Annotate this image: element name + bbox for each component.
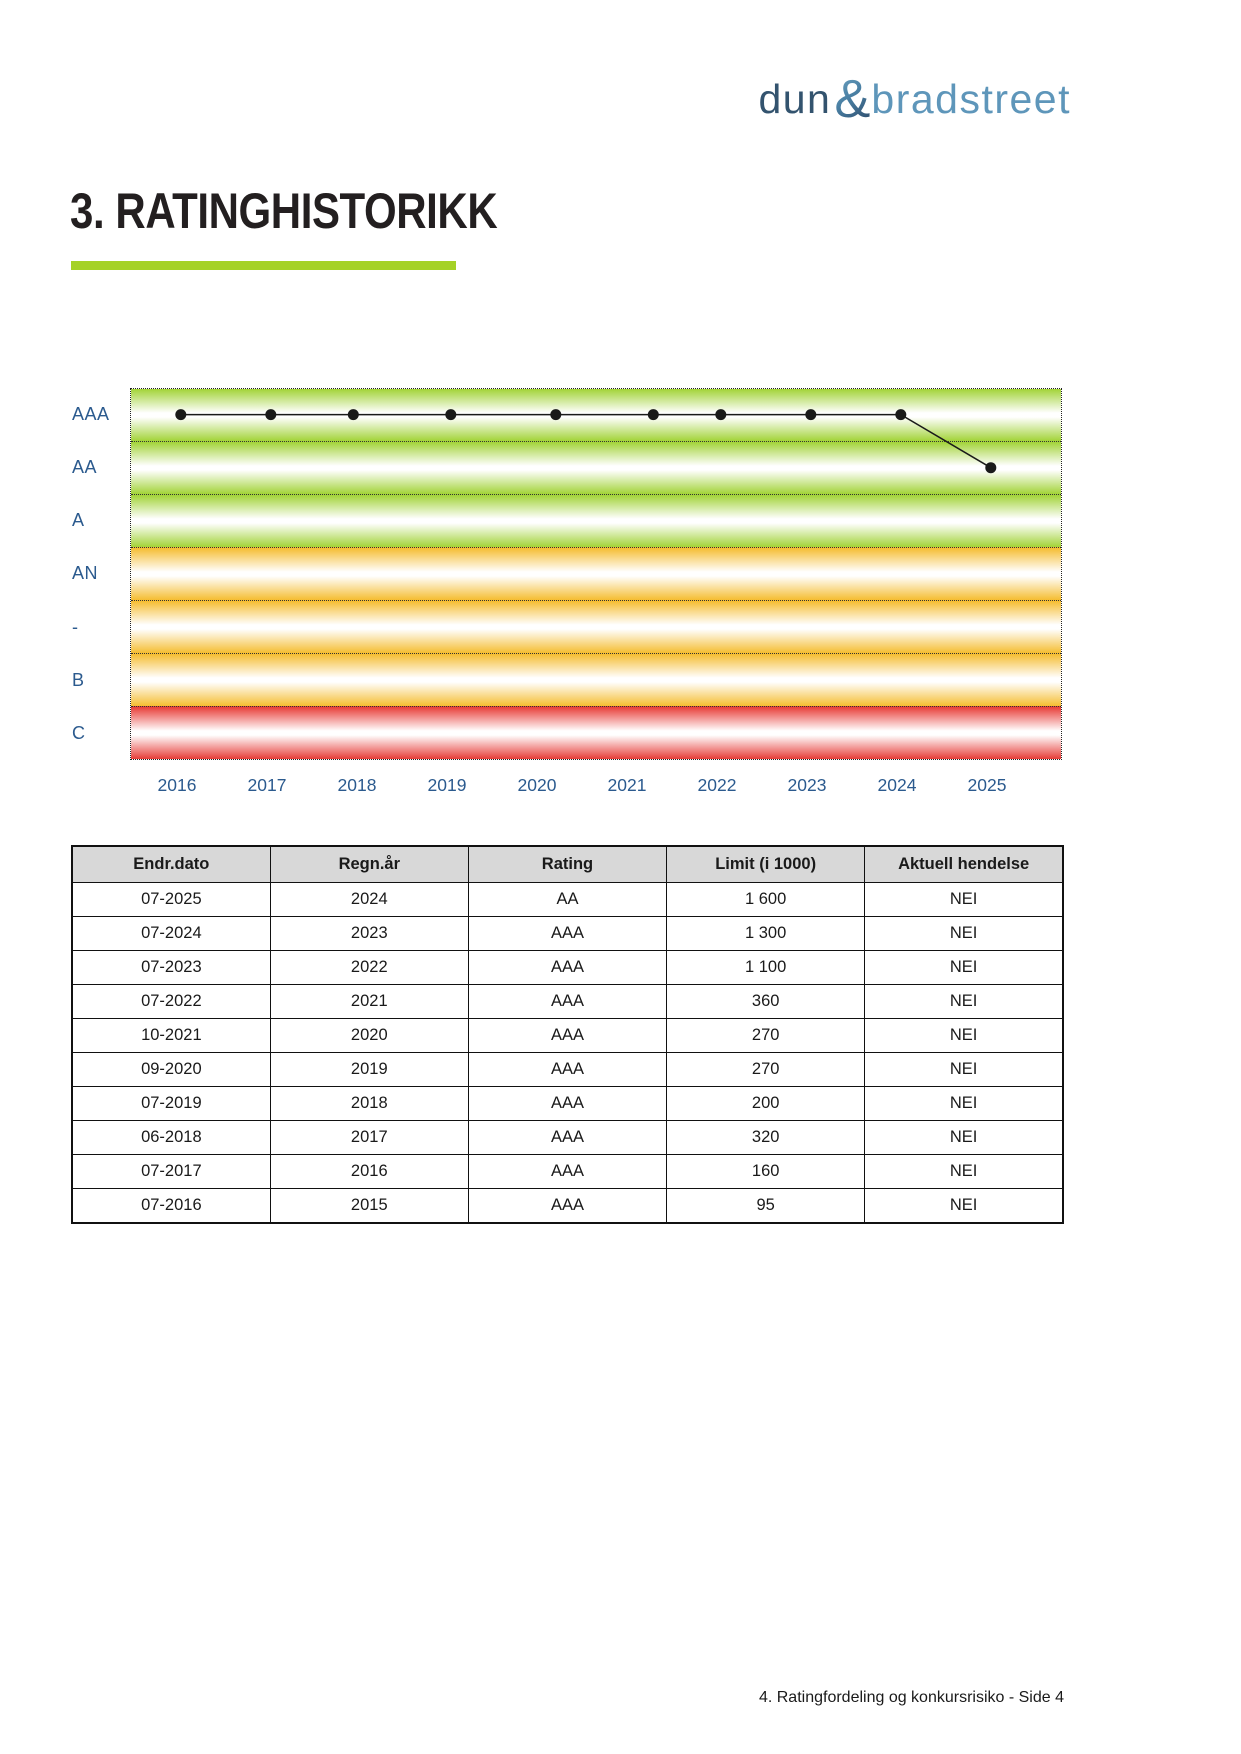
data-point: [805, 409, 816, 420]
table-cell: AAA: [468, 985, 666, 1019]
y-axis-label: A: [72, 510, 85, 531]
y-axis-label: B: [72, 669, 85, 690]
table-body: [72, 883, 1063, 1224]
table-cell: NEI: [865, 883, 1063, 917]
table-row: [72, 1121, 1063, 1155]
table-cell: 09-2020: [72, 1053, 270, 1087]
table-cell: AAA: [468, 1189, 666, 1224]
table-row: [72, 1155, 1063, 1189]
table-cell: 1 600: [667, 883, 865, 917]
table-cell: 2020: [270, 1019, 468, 1053]
table-cell: NEI: [865, 1189, 1063, 1224]
table-header-row: [72, 846, 1063, 883]
table-cell: NEI: [865, 1019, 1063, 1053]
table-cell: 270: [667, 1019, 865, 1053]
table-cell: 07-2024: [72, 917, 270, 951]
data-point: [715, 409, 726, 420]
x-axis-label: 2017: [247, 775, 287, 795]
table-cell: 270: [667, 1053, 865, 1087]
table-cell: AAA: [468, 1155, 666, 1189]
table-column-header: Aktuell hendelse: [865, 846, 1063, 883]
table-cell: 2018: [270, 1087, 468, 1121]
table-cell: 07-2022: [72, 985, 270, 1019]
table-row: [72, 1019, 1063, 1053]
dun-bradstreet-logo: [758, 68, 1071, 129]
page-footer: 4. Ratingfordeling og konkursrisiko - Side 4: [758, 1689, 1064, 1706]
table-cell: 2024: [270, 883, 468, 917]
table-cell: 2022: [270, 951, 468, 985]
table-cell: AAA: [468, 1121, 666, 1155]
table-cell: NEI: [865, 985, 1063, 1019]
table-row: [72, 985, 1063, 1019]
ampersand-icon: &: [834, 69, 871, 129]
data-point: [895, 409, 906, 420]
table-cell: NEI: [865, 1087, 1063, 1121]
table-cell: 200: [667, 1087, 865, 1121]
table-cell: AAA: [468, 1087, 666, 1121]
x-axis-label: 2019: [427, 775, 467, 795]
table-cell: 07-2017: [72, 1155, 270, 1189]
table-column-header: Regn.år: [270, 846, 468, 883]
y-axis-label: AN: [72, 563, 99, 584]
x-axis-label: 2023: [787, 775, 827, 795]
table-cell: AAA: [468, 1053, 666, 1087]
table-cell: NEI: [865, 951, 1063, 985]
x-axis-label: 2025: [967, 775, 1007, 795]
table-column-header: Endr.dato: [72, 846, 270, 883]
title-underline-bar: [71, 261, 456, 270]
data-point: [445, 409, 456, 420]
y-axis-label: AA: [72, 457, 98, 478]
table-cell: 1 100: [667, 951, 865, 985]
table-cell: 07-2025: [72, 883, 270, 917]
table-column-header: Rating: [468, 846, 666, 883]
table-cell: 2019: [270, 1053, 468, 1087]
table-cell: 95: [667, 1189, 865, 1224]
data-point: [550, 409, 561, 420]
rating-line-chart: [130, 388, 1062, 760]
table-cell: 2015: [270, 1189, 468, 1224]
logo-text-bradstreet: bradstreet: [871, 76, 1071, 122]
x-axis-label: 2020: [517, 775, 557, 795]
table-cell: 07-2023: [72, 951, 270, 985]
table-column-header: Limit (i 1000): [667, 846, 865, 883]
table-cell: NEI: [865, 1155, 1063, 1189]
table-cell: 06-2018: [72, 1121, 270, 1155]
table-row: [72, 917, 1063, 951]
table-cell: 1 300: [667, 917, 865, 951]
table-cell: AAA: [468, 1019, 666, 1053]
table-cell: 360: [667, 985, 865, 1019]
data-point: [648, 409, 659, 420]
y-axis-label: AAA: [72, 404, 110, 424]
table-header: [72, 846, 1063, 883]
y-axis-label: -: [72, 616, 79, 637]
table-cell: AA: [468, 883, 666, 917]
data-point: [348, 409, 359, 420]
table-row: [72, 1189, 1063, 1224]
table-cell: 320: [667, 1121, 865, 1155]
table-cell: AAA: [468, 917, 666, 951]
rating-history-table: [71, 845, 1064, 1224]
logo-text-dun: dun: [758, 76, 832, 122]
data-point: [265, 409, 276, 420]
x-axis-label: 2018: [337, 775, 377, 795]
table-cell: NEI: [865, 1053, 1063, 1087]
table-cell: 2017: [270, 1121, 468, 1155]
table-cell: 2016: [270, 1155, 468, 1189]
y-axis-label: C: [72, 722, 86, 743]
table-row: [72, 1053, 1063, 1087]
table-row: [72, 951, 1063, 985]
x-axis-label: 2016: [157, 775, 197, 795]
table-row: [72, 883, 1063, 917]
table-cell: 07-2016: [72, 1189, 270, 1224]
table-cell: NEI: [865, 917, 1063, 951]
table-cell: AAA: [468, 951, 666, 985]
rating-trend-line: [181, 415, 991, 468]
page-title: 3. RATINGHISTORIKK: [70, 183, 498, 239]
table-cell: 07-2019: [72, 1087, 270, 1121]
table-cell: 2021: [270, 985, 468, 1019]
x-axis-label: 2021: [607, 775, 647, 795]
table-cell: 10-2021: [72, 1019, 270, 1053]
data-point: [985, 462, 996, 473]
table-cell: NEI: [865, 1121, 1063, 1155]
table-cell: 2023: [270, 917, 468, 951]
data-point: [175, 409, 186, 420]
table-row: [72, 1087, 1063, 1121]
x-axis-label: 2024: [877, 775, 917, 795]
table-cell: 160: [667, 1155, 865, 1189]
x-axis-label: 2022: [697, 775, 737, 795]
